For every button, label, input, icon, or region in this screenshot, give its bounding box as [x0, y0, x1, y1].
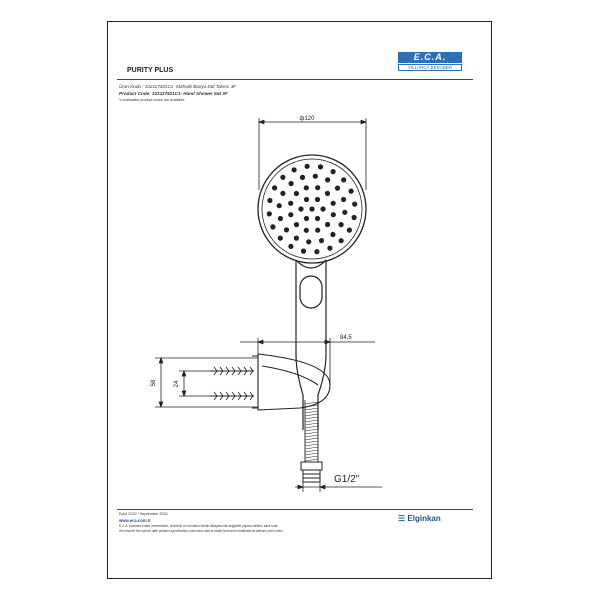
nozzle [352, 215, 357, 220]
nozzle [319, 238, 324, 243]
nozzle [267, 198, 272, 203]
height-dimensions [155, 358, 258, 407]
nozzle [278, 236, 283, 241]
nozzle [277, 203, 282, 208]
footer-disclaimer-en: We reserve the right to alter product specification and colors and to make technical modifications without prior notice. [119, 529, 284, 533]
nozzle [301, 249, 306, 254]
product-code-en: Product Code: 102117401C1- Hand Shower Set 3F [119, 91, 228, 96]
hose-hatch-line [305, 456, 318, 458]
hose-hatch-line [305, 453, 318, 455]
nozzle [315, 185, 320, 190]
hose-hatch-line [305, 414, 318, 416]
logo-tagline: YILLARCA BERABER [398, 64, 462, 71]
nozzle [294, 222, 299, 227]
nozzle [315, 216, 320, 221]
dim-height-label: 58 [151, 379, 157, 387]
nozzle [320, 206, 325, 211]
nozzle [327, 246, 332, 251]
nozzle [331, 169, 336, 174]
nozzle [300, 175, 305, 180]
nozzle [292, 167, 297, 172]
nozzle [280, 191, 285, 196]
nozzle [331, 212, 336, 217]
nozzle [341, 177, 346, 182]
nozzle [313, 174, 318, 179]
nozzle [331, 201, 336, 206]
footer-disclaimer-tr: E.C.A. önceden haber vermeksizin, ürünlerin ve ürünlerin teknik detaylarında değişiklik yapma hakkını saklı tutar. [119, 524, 279, 528]
dim-width-label: ф120 [299, 116, 315, 122]
hose-hatch-line [305, 411, 318, 413]
nozzle [289, 181, 294, 186]
nozzle [347, 228, 352, 233]
logo-mark: E.C.A. [398, 52, 462, 63]
nozzle [352, 202, 357, 207]
hose-hatch-line [305, 441, 318, 443]
width-dimension [259, 118, 366, 190]
hose-hatch-line [305, 435, 318, 437]
nozzle [288, 212, 293, 217]
nozzle [349, 189, 354, 194]
nozzle [325, 191, 330, 196]
nozzle-pattern [267, 164, 358, 255]
nozzle [339, 238, 344, 243]
nozzle [284, 227, 289, 232]
nozzle [298, 206, 303, 211]
product-family-title: PURITY PLUS [127, 67, 174, 74]
nozzle [288, 201, 293, 206]
hose-hatch-line [305, 420, 318, 422]
nozzle [309, 206, 314, 211]
footer-rule [117, 509, 473, 510]
nozzle [330, 232, 335, 237]
elginkan-brand-text: Elginkan [407, 514, 441, 523]
elginkan-logo [398, 514, 441, 523]
shower-hose [305, 400, 318, 462]
nozzle [318, 164, 323, 169]
nozzle [325, 177, 330, 182]
dim-arm-label: 84,5 [340, 335, 352, 341]
hose-hatch-line [305, 432, 318, 434]
nozzle [315, 228, 320, 233]
hose-hatch-line [305, 429, 318, 431]
footer-date: Eylül 2022 / September 2021 [119, 512, 168, 516]
hose-hatch-line [305, 459, 318, 461]
nozzle [305, 164, 310, 169]
nozzle [267, 211, 272, 216]
nozzle [304, 228, 309, 233]
nozzle [278, 216, 283, 221]
nozzle [288, 244, 293, 249]
wall-dowels [210, 367, 254, 400]
nozzle [306, 239, 311, 244]
nozzle [341, 197, 346, 202]
nozzle [342, 210, 347, 215]
hose-hatch-line [305, 447, 318, 449]
nozzle [304, 216, 309, 221]
hose-hatch-line [305, 408, 318, 410]
hose-hatch-line [305, 438, 318, 440]
nozzle [325, 222, 330, 227]
nozzle [314, 249, 319, 254]
hose-hatch-line [305, 426, 318, 428]
hose-hatch-line [305, 444, 318, 446]
hose-hatch-line [305, 450, 318, 452]
localisation-note: *Localisation product codes are available. [119, 98, 186, 102]
nozzle [304, 197, 309, 202]
nozzle [335, 186, 340, 191]
elginkan-mark-icon: ☰ [398, 514, 406, 523]
nozzle [339, 222, 344, 227]
nozzle [315, 197, 320, 202]
dim-hole-label: 24 [174, 380, 180, 388]
nozzle [270, 224, 275, 229]
hose-hatch-line [305, 417, 318, 419]
arm-dimension [240, 338, 375, 384]
shower-handle [296, 260, 326, 430]
nozzle [280, 175, 285, 180]
hose-hatch-line [305, 423, 318, 425]
thread-label: G1/2" [334, 474, 360, 485]
nozzle [272, 185, 277, 190]
nozzle [304, 185, 309, 190]
hose-connector [301, 462, 322, 482]
nozzle [294, 191, 299, 196]
nozzle [294, 236, 299, 241]
footer-website[interactable]: www.eca.com.tr [119, 518, 151, 523]
product-code-tr: Ürün Kodu : 102117401C1- Mafsallı Banyo Dül Takımı 3F [119, 84, 236, 89]
